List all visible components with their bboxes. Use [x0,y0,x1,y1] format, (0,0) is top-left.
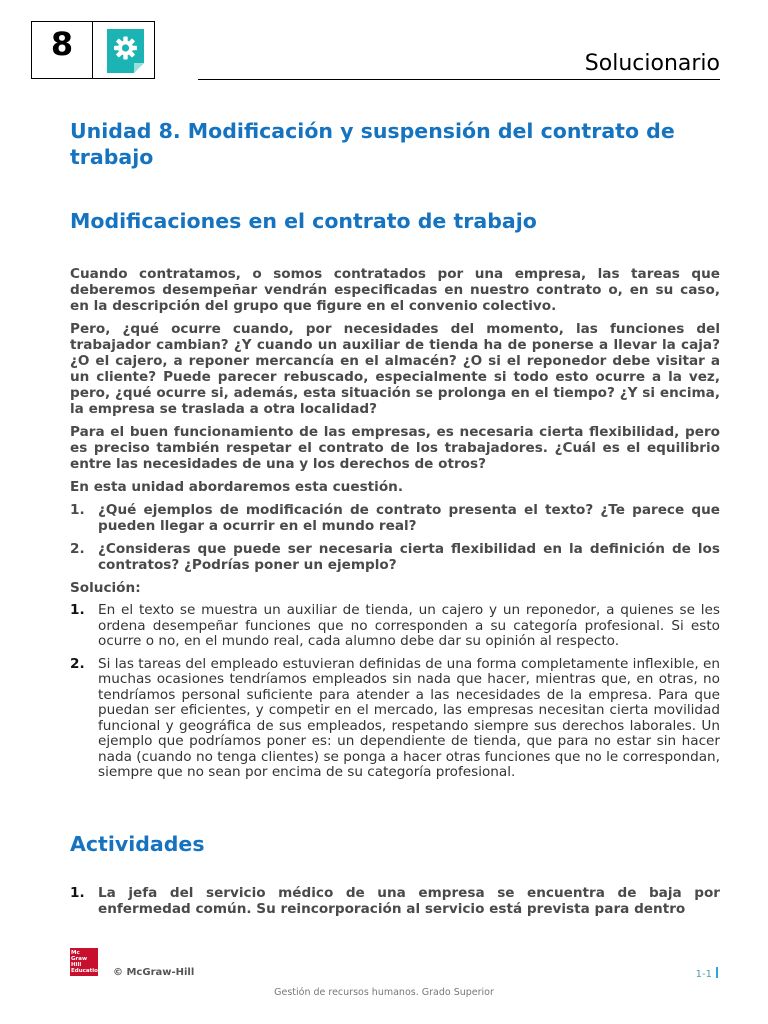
paragraph: Pero, ¿qué ocurre cuando, por necesidades del momento, las funciones del trabajador cambian? ¿Y cuando un auxiliar de tienda ha de ponerse a llevar la caja? ¿O el cajero, a reponer mercancía en el almacén? ¿O si el reponedor debe visitar a un cliente? Puede parecer rebuscado, especialmente si todo esto ocurre a la vez, pero, ¿qué ocurre si, además, esta situación se prolonga en el tiempo? ¿Y si encima, la empresa se traslada a otra localidad? [70,321,720,417]
publisher-logo [70,948,102,976]
unit-number-box [31,21,93,79]
page-marker-bar [716,967,718,978]
gear-document-icon [107,29,144,73]
header-divider [198,79,720,80]
page-number: 1-1 [695,969,712,980]
question-item [70,502,720,534]
unit-title: Unidad 8. Modificación y suspensión del contrato de trabajo [70,119,675,169]
answer-list [70,603,720,781]
activity-item [70,886,720,917]
question-text: ¿Consideras que puede ser necesaria cierta flexibilidad en la definición de los contratos? ¿Podrías poner un ejemplo? [98,541,720,573]
activities-body [70,886,720,924]
question-number: 1. [70,502,85,518]
unit-icon-box [93,21,155,79]
question-list [70,502,720,573]
question-number: 2. [70,541,85,557]
answer-number: 2. [70,655,85,672]
book-title: Gestión de recursos humanos. Grado Superior [274,987,494,998]
unit-number: 8 [50,25,74,63]
activities-title: Actividades [70,832,205,856]
activity-number: 1. [70,885,85,901]
section-title: Modificaciones en el contrato de trabajo [70,209,537,233]
question-text: ¿Qué ejemplos de modificación de contrato presenta el texto? ¿Te parece que pueden llegar a ocurrir en el mundo real? [98,502,720,534]
answer-number: 1. [70,602,85,618]
paragraph: En esta unidad abordaremos esta cuestión. [70,479,403,495]
question-item [70,541,720,573]
answer-text: En el texto se muestra un auxiliar de tienda, un cajero y un reponedor, a quienes se les ordena desempeñar funciones que no corresponden a su categoría profesional. Si esto ocurre o no, en el mundo real, cada alumno debe dar su opinión al respecto. [98,602,720,649]
page-number-wrap [696,967,718,980]
paragraph: Para el buen funcionamiento de las empresas, es necesaria cierta flexibilidad, pero es preciso también respetar el contrato de los trabajadores. ¿Cuál es el equilibrio entre las necesidades de una y los derechos de otros? [70,424,720,472]
solution-label: Solución: [70,580,141,596]
paragraph: Cuando contratamos, o somos contratados por una empresa, las tareas que deberemos desempeñar vendrán especificadas en nuestro contrato o, en su caso, en la descripción del grupo que figure en el convenio colectivo. [70,266,720,314]
header-label: Solucionario [584,51,720,76]
answer-item [70,603,720,650]
activity-text: La jefa del servicio médico de una empresa se encuentra de baja por enfermedad común. Su reincorporación al servicio está prevista para dentro [98,885,720,917]
activity-list [70,886,720,917]
document-body [70,266,720,788]
publisher-logo-text: Mc Graw Hill Education [71,950,102,974]
answer-item [70,657,720,781]
answer-text: Si las tareas del empleado estuvieran definidas de una forma completamente inflexible, en muchas ocasiones tendríamos empleados sin nada que hacer, mientras que, en otras, no tendríamos personal suficiente para atender a las necesidades de la empresa. Para que puedan ser eficientes, y competir en el mercado, las empresas necesitan cierta movilidad funcional y geográfica de sus empleados, respetando siempre sus derechos laborales. Un ejemplo que podríamos poner es: un dependiente de tienda, que para no estar sin hacer nada (cuando no tenga clientes) se ponga a hacer otras funciones que no le correspondan, siempre que no sean por encima de su categoría profesional. [98,655,720,780]
copyright: © McGraw-Hill [113,967,195,978]
